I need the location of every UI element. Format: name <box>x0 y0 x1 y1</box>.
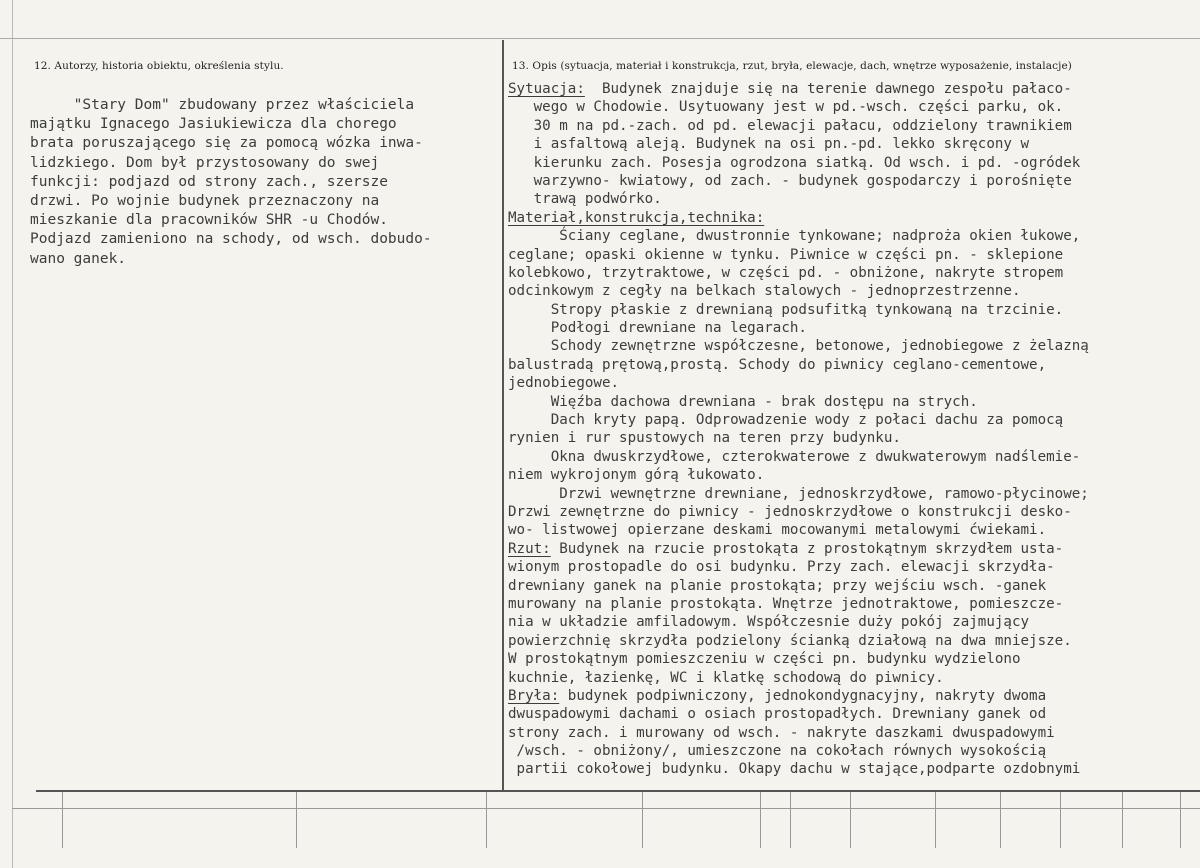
grid-tick <box>1122 792 1123 848</box>
grid-tick <box>935 792 936 848</box>
section-13-subheading: Sytuacja: <box>508 81 585 97</box>
section-13-heading-line <box>508 209 1198 227</box>
section-13-line: kuchnie, łazienkę, WC i klatkę schodową do piwnicy. <box>508 669 944 686</box>
section-13-line: murowany na planie prostokąta. Wnętrze jednotraktowe, pomieszcze- <box>508 595 1064 612</box>
section-13-line: drewniany ganek na planie prostokąta; przy wejściu wsch. -ganek <box>508 577 1047 594</box>
section-13-line: kolebkowo, trzytraktowe, w części pd. - obniżone, nakryte stropem <box>508 264 1064 281</box>
section-13-line: kierunku zach. Posesja ogrodzona siatką. Od wsch. i pd. -ogródek <box>508 154 1081 171</box>
grid-tick <box>1000 792 1001 848</box>
section-13-line: wego w Chodowie. Usytuowany jest w pd.-wsch. części parku, ok. <box>508 99 1064 116</box>
section-13-line: powierzchnię skrzydła podzielony ścianką działową na dwa mniejsze. <box>508 632 1072 649</box>
section-12-line: lidzkiego. Dom był przystosowany do swej <box>30 154 380 171</box>
section-13-line: niem wykrojonym górą łukowato. <box>508 467 765 484</box>
grid-tick <box>62 792 63 848</box>
section-13-heading-line <box>508 687 1198 705</box>
section-12-line: Podjazd zamieniono na schody, od wsch. dobudo- <box>30 231 432 248</box>
section-13-line: partii cokołowej budynku. Okapy dachu w stające,podparte ozdobnymi <box>508 761 1081 778</box>
section-13-subheading: Rzut: <box>508 540 551 557</box>
section-13-heading-line <box>508 540 1198 558</box>
section-13-line: Budynek na rzucie prostokąta z prostokątnym skrzydłem usta- <box>550 540 1064 557</box>
grid-tick <box>760 792 761 848</box>
section-13-line: Okna dwuskrzydłowe, czterokwaterowe z dwukwaterowym nadślemie- <box>508 448 1081 465</box>
section-13-header: 13. Opis (sytuacja, materiał i konstrukcja, rzut, bryła, elewacje, dach, wnętrze wyposażenie, instalacje) <box>512 60 1072 72</box>
section-13-line: balustradą prętową,prostą. Schody do piwnicy ceglano-cementowe, <box>508 356 1047 373</box>
section-13-line: /wsch. - obniżony/, umieszczone na cokołach równych wysokością <box>508 743 1047 760</box>
section-13-subheading: Bryła: <box>508 687 560 704</box>
section-13-line: 30 m na pd.-zach. od pd. elewacji pałacu, oddzielony trawnikiem <box>508 117 1072 134</box>
section-13-line: odcinkowym z cegły na belkach stalowych - jednoprzestrzenne. <box>508 283 1021 300</box>
section-12-line: majątku Ignacego Jasiukiewicza dla chorego <box>30 116 397 133</box>
section-13-line: W prostokątnym pomieszczeniu w części pn. budynku wydzielono <box>508 651 1021 668</box>
column-divider <box>502 40 504 792</box>
left-border <box>12 0 13 868</box>
section-12-line: drzwi. Po wojnie budynek przeznaczony na <box>30 193 380 210</box>
section-13-line: Drzwi zewnętrzne do piwnicy - jednoskrzydłowe o konstrukcji desko- <box>508 503 1072 520</box>
section-12-line: wano ganek. <box>30 250 127 267</box>
section-13-line: Dach kryty papą. Odprowadzenie wody z połaci dachu za pomocą <box>508 412 1064 429</box>
section-13-line: Budynek znajduje się na terenie dawnego zespołu pałaco- <box>584 81 1072 97</box>
section-13-line: Stropy płaskie z drewnianą podsufitką tynkowaną na trzcinie. <box>508 301 1064 318</box>
section-12-line: mieszkanie dla pracowników SHR -u Chodów. <box>30 212 388 229</box>
section-13-line: trawą podwórko. <box>508 191 662 208</box>
section-13-line: jednobiegowe. <box>508 375 620 392</box>
section-13-heading-line <box>508 80 1198 98</box>
grid-tick <box>850 792 851 848</box>
grid-tick <box>1060 792 1061 848</box>
section-13-line: budynek podpiwniczony, jednokondygnacyjny, nakryty dwoma <box>559 687 1047 704</box>
grid-tick <box>1180 792 1181 848</box>
section-13-line: Ściany ceglane, dwustronnie tynkowane; nadproża okien łukowe, <box>508 228 1081 245</box>
section-13-line: Więźba dachowa drewniana - brak dostępu na strych. <box>508 393 978 410</box>
grid-tick <box>296 792 297 848</box>
section-13-line: wionym prostopadle do osi budynku. Przy zach. elewacji skrzydła- <box>508 559 1055 576</box>
section-13-line: Drzwi wewnętrzne drewniane, jednoskrzydłowe, ramowo-płycinowe; <box>508 485 1089 502</box>
section-13-subheading: Materiał,konstrukcja,technika: <box>508 209 765 226</box>
section-13-line: wo- listwowej opierzane deskami mocowanymi metalowymi ćwiekami. <box>508 522 1047 539</box>
section-13-line: warzywno- kwiatowy, od zach. - budynek gospodarczy i porośnięte <box>508 172 1072 189</box>
grid-tick <box>486 792 487 848</box>
section-13-body <box>508 80 1198 779</box>
section-12-line: brata poruszającego się za pomocą wózka inwa- <box>30 135 423 152</box>
bottom-grid <box>0 792 1200 868</box>
section-12-line: "Stary Dom" zbudowany przez właściciela <box>30 97 415 113</box>
top-border <box>0 38 1200 39</box>
section-13-line: ceglane; opaski okienne w tynku. Piwnice w części pn. - sklepione <box>508 246 1064 263</box>
section-13-line: Podłogi drewniane na legarach. <box>508 320 807 337</box>
section-12-header: 12. Autorzy, historia obiektu, określenia stylu. <box>34 60 284 72</box>
section-12-body <box>30 96 500 269</box>
section-13-line: nia w układzie amfiladowym. Współczesnie duży pokój zajmujący <box>508 614 1030 631</box>
section-12-line: funkcji: podjazd od strony zach., szersze <box>30 173 388 190</box>
grid-tick <box>642 792 643 848</box>
section-13-line: Schody zewnętrzne współczesne, betonowe, jednobiegowe z żelazną <box>508 338 1089 355</box>
grid-tick <box>790 792 791 848</box>
section-13-line: i asfaltową aleją. Budynek na osi pn.-pd. lekko skręcony w <box>508 136 1030 153</box>
section-13-line: rynien i rur spustowych na teren przy budynku. <box>508 430 901 447</box>
section-13-line: strony zach. i murowany od wsch. - nakryte daszkami dwuspadowymi <box>508 724 1055 741</box>
section-13-line: dwuspadowymi dachami o osiach prostopadłych. Drewniany ganek od <box>508 706 1047 723</box>
